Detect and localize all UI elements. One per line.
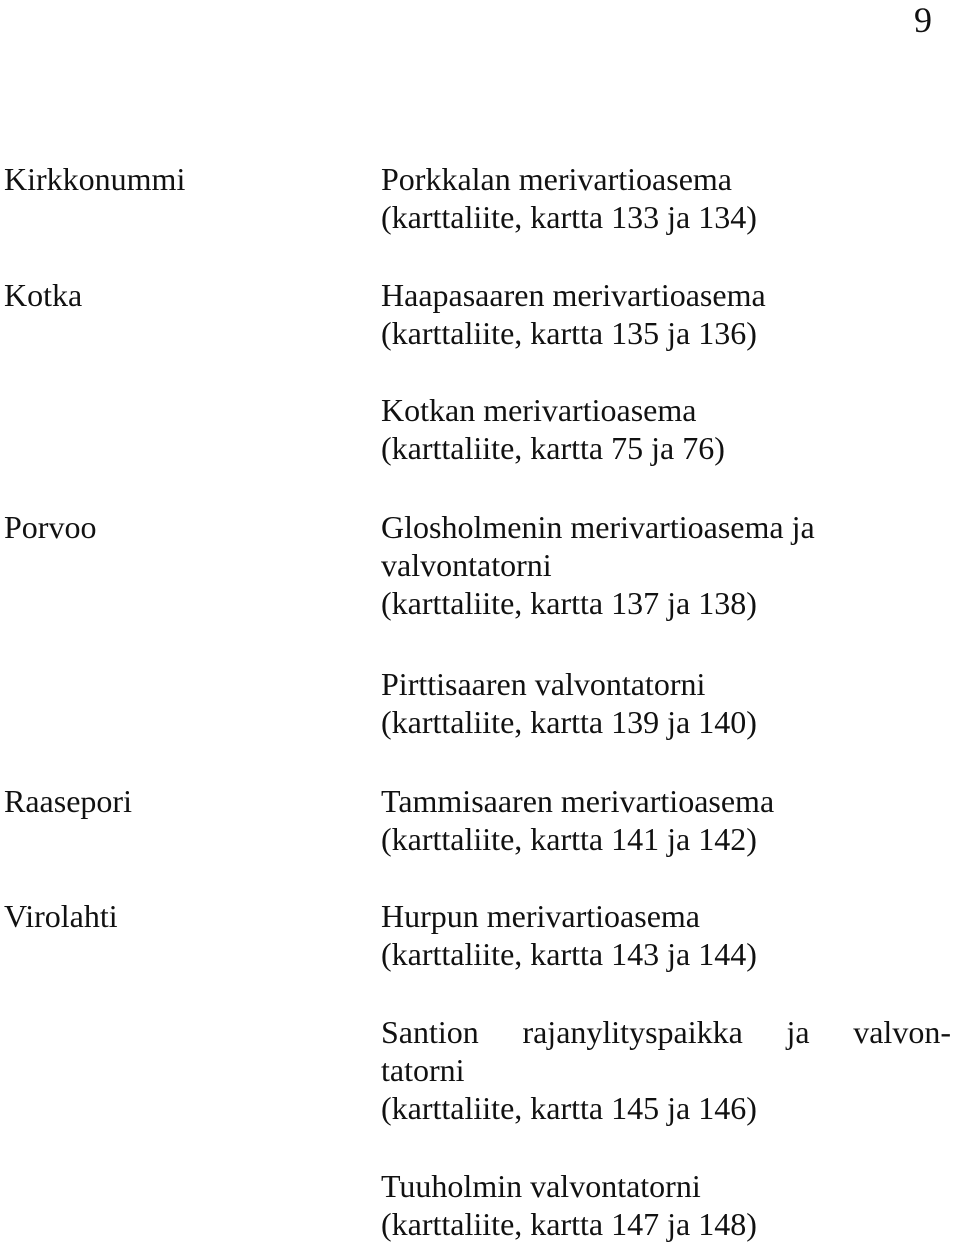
entry-map-reference: (karttaliite, kartta 147 ja 148): [381, 1206, 757, 1242]
entry-title-word: valvon-: [853, 1014, 951, 1050]
page-number: 9: [914, 0, 932, 40]
entry-glosholmen: [381, 508, 951, 622]
entry-haapasaari: [381, 276, 951, 352]
place-raasepori: Raasepori: [4, 783, 132, 819]
entry-title: Haapasaaren merivartioasema: [381, 277, 766, 313]
entry-title: Glosholmenin merivartioasema ja: [381, 509, 815, 545]
entry-title: Porkkalan merivartioasema: [381, 161, 732, 197]
place-porvoo: Porvoo: [4, 509, 97, 545]
entry-title-word: rajanylityspaikka: [522, 1014, 743, 1050]
entry-title: Tuuholmin valvontatorni: [381, 1168, 701, 1204]
entry-map-reference: (karttaliite, kartta 135 ja 136): [381, 315, 757, 351]
entry-map-reference: (karttaliite, kartta 143 ja 144): [381, 936, 757, 972]
entry-pirttisaari: [381, 665, 951, 741]
entry-title: Pirttisaaren valvontatorni: [381, 666, 706, 702]
entry-title: Kotkan merivartioasema: [381, 392, 697, 428]
entry-title-word: Santion: [381, 1014, 479, 1050]
entry-santio: [381, 1013, 951, 1127]
entry-title: Tammisaaren merivartioasema: [381, 783, 775, 819]
entry-kotka: [381, 391, 951, 467]
entry-map-reference: (karttaliite, kartta 139 ja 140): [381, 704, 757, 740]
entry-tammisaari: [381, 782, 951, 858]
entry-title: [381, 1013, 951, 1051]
entry-title: Hurpun merivartioasema: [381, 898, 700, 934]
entry-map-reference: (karttaliite, kartta 133 ja 134): [381, 199, 757, 235]
place-kirkkonummi: Kirkkonummi: [4, 161, 186, 197]
entry-title-continued: valvontatorni: [381, 547, 552, 583]
entry-title-continued: tatorni: [381, 1052, 465, 1088]
entry-porkkala: [381, 160, 951, 236]
entry-map-reference: (karttaliite, kartta 137 ja 138): [381, 585, 757, 621]
entry-map-reference: (karttaliite, kartta 145 ja 146): [381, 1090, 757, 1126]
place-kotka: Kotka: [4, 277, 83, 313]
entry-map-reference: (karttaliite, kartta 75 ja 76): [381, 430, 725, 466]
entry-hurppu: [381, 897, 951, 973]
entry-title-word: ja: [786, 1014, 810, 1050]
place-virolahti: Virolahti: [4, 898, 118, 934]
entry-tuuholma: [381, 1167, 951, 1243]
entry-map-reference: (karttaliite, kartta 141 ja 142): [381, 821, 757, 857]
